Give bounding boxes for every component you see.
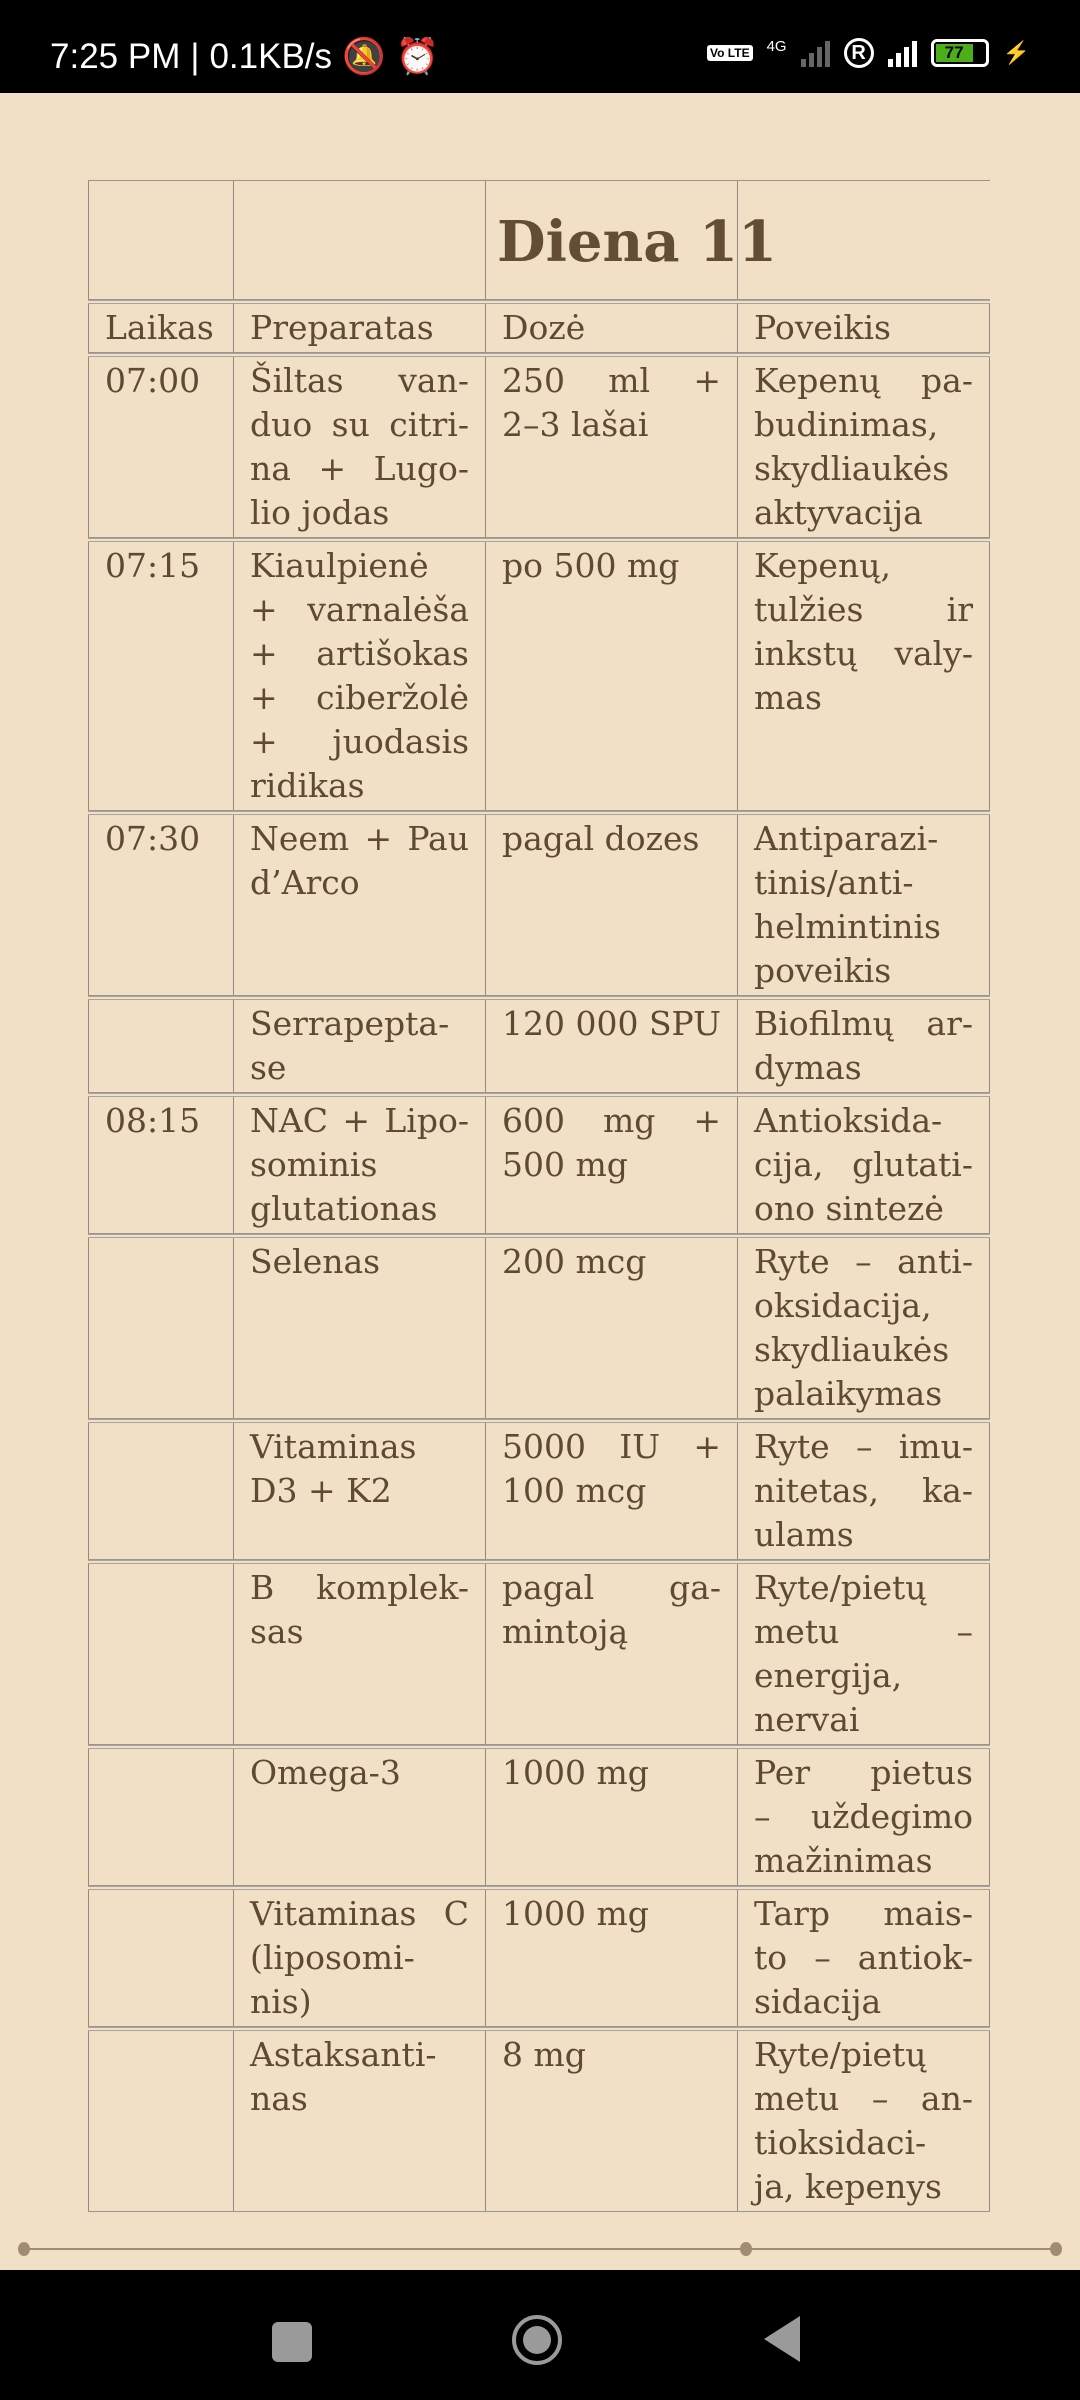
preparation-cell bbox=[233, 1000, 485, 1092]
separator: | bbox=[190, 36, 200, 76]
effect-cell bbox=[737, 1564, 990, 1744]
volte-icon: Vo LTE bbox=[707, 45, 753, 61]
cell-line: ulams bbox=[754, 1515, 854, 1554]
header-preparation: Preparatas bbox=[233, 304, 485, 352]
time-cell: 07:30 bbox=[88, 815, 233, 995]
mute-bell-icon: 🔕 bbox=[342, 37, 386, 76]
cell-line: Ryte/pietų bbox=[754, 1568, 927, 1607]
cell-line: metu – an- bbox=[754, 2079, 973, 2118]
cell-line: 600 mg + bbox=[502, 1101, 721, 1140]
cell-line: Ryte – anti- bbox=[754, 1242, 973, 1281]
dose-cell bbox=[485, 1097, 737, 1233]
chapter-marker[interactable] bbox=[18, 2242, 30, 2256]
cell-line: 5000 IU + bbox=[502, 1427, 721, 1466]
effect-cell bbox=[737, 542, 990, 810]
recents-button[interactable] bbox=[272, 2322, 312, 2362]
table-title: Diena 11 bbox=[497, 209, 777, 275]
table-row bbox=[88, 1234, 990, 1419]
cell-line: budinimas, bbox=[754, 405, 939, 444]
cell-line: poveikis bbox=[754, 951, 892, 990]
cell-line: 200 mcg bbox=[502, 1242, 647, 1281]
battery-level: 77 bbox=[936, 44, 973, 62]
cell-line: – uždegimo bbox=[754, 1797, 973, 1836]
cell-line: inkstų valy- bbox=[754, 634, 973, 673]
preparation-cell bbox=[233, 357, 485, 537]
table-row bbox=[88, 1560, 990, 1745]
table-row bbox=[88, 2027, 990, 2212]
table-row bbox=[88, 811, 990, 996]
cell-line: oksidacija, bbox=[754, 1286, 932, 1325]
cell-line: (liposomi- bbox=[250, 1938, 415, 1977]
cell-line: 100 mcg bbox=[502, 1471, 647, 1510]
cell-line: nitetas, ka- bbox=[754, 1471, 973, 1510]
table-row bbox=[88, 1745, 990, 1886]
cell-line: NAC + Lipo- bbox=[250, 1101, 469, 1140]
preparation-cell bbox=[233, 1238, 485, 1418]
time-cell bbox=[88, 1749, 233, 1885]
cell-line: Tarp mais- bbox=[754, 1894, 973, 1933]
effect-cell bbox=[737, 1749, 990, 1885]
dose-cell bbox=[485, 1564, 737, 1744]
cell-line: palaikymas bbox=[754, 1374, 943, 1413]
time-cell: 07:15 bbox=[88, 542, 233, 810]
cell-line: na + Lugo- bbox=[250, 449, 469, 488]
cell-line: Kepenų pa- bbox=[754, 361, 973, 400]
cell-line: + ciberžolė bbox=[250, 678, 469, 717]
chapter-marker[interactable] bbox=[1050, 2242, 1062, 2256]
cell-line: 1000 mg bbox=[502, 1753, 649, 1792]
cell-line: Omega-3 bbox=[250, 1753, 401, 1792]
back-button[interactable] bbox=[764, 2316, 800, 2362]
dose-cell bbox=[485, 1749, 737, 1885]
header-effect: Poveikis bbox=[737, 304, 990, 352]
cell-line: metu – bbox=[754, 1612, 973, 1651]
dose-cell bbox=[485, 2031, 737, 2211]
time-cell bbox=[88, 1890, 233, 2026]
cell-line: Antiparazi- bbox=[754, 819, 939, 858]
dose-cell bbox=[485, 815, 737, 995]
cell-line: energija, bbox=[754, 1656, 903, 1695]
cell-line: aktyvacija bbox=[754, 493, 923, 532]
cell-line: Neem + Pau bbox=[250, 819, 469, 858]
preparation-cell bbox=[233, 542, 485, 810]
effect-cell bbox=[737, 1238, 990, 1418]
preparation-cell bbox=[233, 1749, 485, 1885]
effect-cell bbox=[737, 357, 990, 537]
cell-line: mažinimas bbox=[754, 1841, 933, 1880]
network-speed: 0.1KB/s bbox=[209, 36, 333, 76]
network-type: 4G bbox=[766, 38, 787, 55]
effect-cell bbox=[737, 1097, 990, 1233]
cell-line: 8 mg bbox=[502, 2035, 586, 2074]
preparation-cell bbox=[233, 1097, 485, 1233]
effect-cell bbox=[737, 1890, 990, 2026]
cell-line: pagal dozes bbox=[502, 819, 700, 858]
chapter-marker[interactable] bbox=[740, 2242, 752, 2256]
cell-line: to – antiok- bbox=[754, 1938, 973, 1977]
alarm-icon: ⏰ bbox=[395, 37, 440, 76]
dose-cell bbox=[485, 1890, 737, 2026]
time-cell bbox=[88, 1423, 233, 1559]
clock: 7:25 PM bbox=[50, 36, 181, 76]
reading-progress-bar[interactable] bbox=[24, 2242, 1056, 2256]
cell-line: 1000 mg bbox=[502, 1894, 649, 1933]
cell-line: 2–3 lašai bbox=[502, 405, 649, 444]
progress-track bbox=[24, 2248, 1056, 2250]
time-cell bbox=[88, 1000, 233, 1092]
dose-cell bbox=[485, 357, 737, 537]
cell-line: Per pietus bbox=[754, 1753, 973, 1792]
cell-line: 500 mg bbox=[502, 1145, 628, 1184]
effect-cell bbox=[737, 2031, 990, 2211]
cell-line: Biofilmų ar- bbox=[754, 1004, 973, 1043]
cell-line: duo su citri- bbox=[250, 405, 469, 444]
home-button[interactable] bbox=[512, 2315, 562, 2365]
charging-icon: ⚡ bbox=[1002, 40, 1030, 65]
time-cell: 08:15 bbox=[88, 1097, 233, 1233]
cell-line: sas bbox=[250, 1612, 304, 1651]
cell-line: ono sintezė bbox=[754, 1189, 944, 1228]
cell-line: Vitaminas C bbox=[250, 1894, 469, 1933]
cell-line: Antioksida- bbox=[754, 1101, 943, 1140]
cell-line: Serrapepta- bbox=[250, 1004, 450, 1043]
cell-line: glutationas bbox=[250, 1189, 438, 1228]
time-cell bbox=[88, 1238, 233, 1418]
roaming-icon: R bbox=[844, 38, 874, 68]
cell-line: ja, kepenys bbox=[754, 2167, 942, 2206]
effect-cell bbox=[737, 1423, 990, 1559]
cell-line: + artišokas bbox=[250, 634, 469, 673]
cell-line: Kepenų, bbox=[754, 546, 891, 585]
cell-line: d’Arco bbox=[250, 863, 360, 902]
cell-line: + varnalėša bbox=[250, 590, 469, 629]
preparation-cell bbox=[233, 1423, 485, 1559]
preparation-cell bbox=[233, 815, 485, 995]
cell-line: helmintinis bbox=[754, 907, 941, 946]
cell-line: + juodasis bbox=[250, 722, 469, 761]
cell-line: 120 000 SPU bbox=[502, 1004, 721, 1043]
cell-line: Šiltas van- bbox=[250, 361, 469, 400]
cell-line: D3 + K2 bbox=[250, 1471, 392, 1510]
time-cell bbox=[88, 2031, 233, 2211]
dose-cell bbox=[485, 1423, 737, 1559]
cell-line: cija, glutati- bbox=[754, 1145, 973, 1184]
title-row bbox=[88, 180, 990, 300]
dose-cell bbox=[485, 1000, 737, 1092]
cell-line: skydliaukės bbox=[754, 449, 950, 488]
home-icon bbox=[523, 2326, 551, 2354]
header-dose: Dozė bbox=[485, 304, 737, 352]
cell-line: Vitaminas bbox=[250, 1427, 417, 1466]
time-cell bbox=[88, 1564, 233, 1744]
cell-line: pagal ga- bbox=[502, 1568, 721, 1607]
cell-line: 250 ml + bbox=[502, 361, 721, 400]
cell-line: Selenas bbox=[250, 1242, 381, 1281]
time-cell: 07:00 bbox=[88, 357, 233, 537]
dose-cell bbox=[485, 1238, 737, 1418]
cell-line: nis) bbox=[250, 1982, 312, 2021]
cell-line: mas bbox=[754, 678, 822, 717]
cell-line: sominis bbox=[250, 1145, 378, 1184]
cell-line: nervai bbox=[754, 1700, 860, 1739]
cell-line: nas bbox=[250, 2079, 308, 2118]
cell-line: sidacija bbox=[754, 1982, 882, 2021]
header-time: Laikas bbox=[88, 304, 233, 352]
cell-line: tinis/anti- bbox=[754, 863, 914, 902]
cell-line: mintoją bbox=[502, 1612, 629, 1651]
table-row bbox=[88, 1886, 990, 2027]
table-row bbox=[88, 1093, 990, 1234]
dose-cell bbox=[485, 542, 737, 810]
cell-line: Ryte – imu- bbox=[754, 1427, 973, 1466]
table-row bbox=[88, 1419, 990, 1560]
header-row bbox=[88, 300, 990, 353]
cell-line: po 500 mg bbox=[502, 546, 680, 585]
cell-line: lio jodas bbox=[250, 493, 390, 532]
preparation-cell bbox=[233, 2031, 485, 2211]
cell-line: Kiaulpienė bbox=[250, 546, 429, 585]
cell-line: skydliaukės bbox=[754, 1330, 950, 1369]
cell-line: ridikas bbox=[250, 766, 365, 805]
cell-line: B komplek- bbox=[250, 1568, 469, 1607]
table-row bbox=[88, 996, 990, 1093]
schedule-table bbox=[88, 180, 990, 2212]
table-row bbox=[88, 538, 990, 811]
effect-cell bbox=[737, 1000, 990, 1092]
cell-line: se bbox=[250, 1048, 287, 1087]
table-row bbox=[88, 353, 990, 538]
preparation-cell bbox=[233, 1890, 485, 2026]
cell-line: dymas bbox=[754, 1048, 862, 1087]
cell-line: tioksidaci- bbox=[754, 2123, 927, 2162]
navigation-bar bbox=[0, 2270, 1080, 2400]
cell-line: tulžies ir bbox=[754, 590, 973, 629]
cell-line: Astaksanti- bbox=[250, 2035, 437, 2074]
effect-cell bbox=[737, 815, 990, 995]
cell-line: Ryte/pietų bbox=[754, 2035, 927, 2074]
preparation-cell bbox=[233, 1564, 485, 1744]
